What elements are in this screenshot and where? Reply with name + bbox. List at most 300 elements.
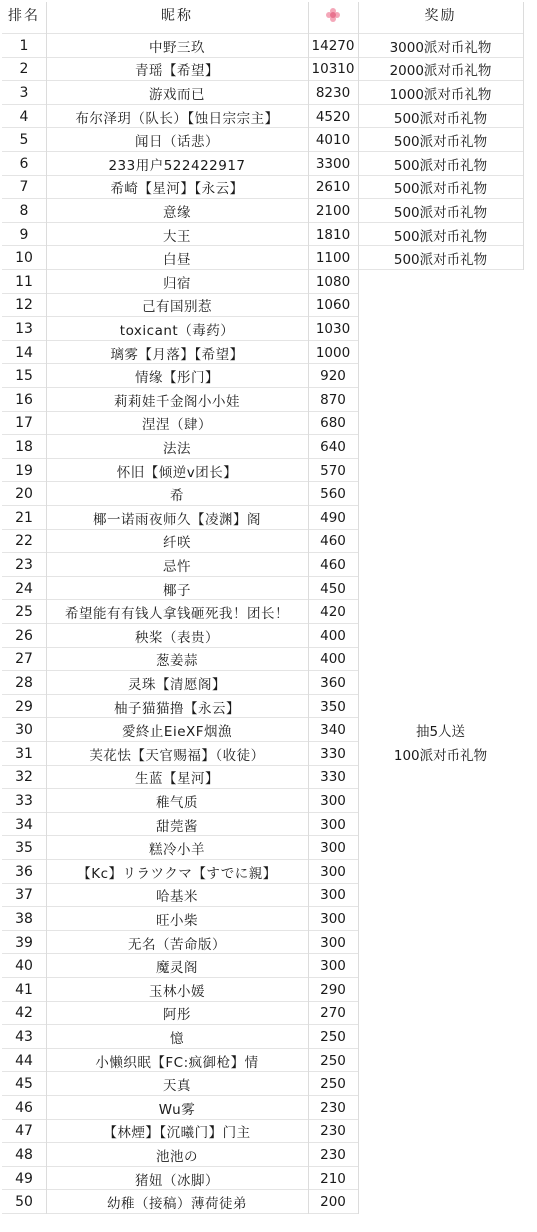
table-row [0, 624, 537, 648]
name-cell: 白昼 [163, 252, 191, 269]
row-divider [2, 198, 523, 199]
score-cell: 300 [320, 934, 346, 951]
column-divider [308, 2, 309, 1214]
row-divider [2, 151, 523, 152]
row-divider [2, 835, 358, 836]
reward-cell [358, 907, 523, 931]
name-cell: 希望能有有钱人拿钱砸死我！团长！ [65, 606, 289, 623]
score-cell: 4520 [315, 108, 351, 125]
table-row [0, 81, 537, 105]
reward-cell [358, 931, 523, 955]
score-cell: 300 [320, 863, 346, 880]
reward-cell: 2000派对币礼物 [389, 63, 492, 80]
score-cell: 230 [320, 1123, 346, 1140]
rank-cell: 41 [15, 981, 33, 998]
score-cell: 330 [320, 745, 346, 762]
score-cell: 1100 [315, 250, 351, 267]
score-cell: 350 [320, 698, 346, 715]
name-cell: 情缘【彤门】 [135, 370, 219, 387]
table-row [0, 860, 537, 884]
score-cell: 250 [320, 1028, 346, 1045]
reward-cell [358, 671, 523, 695]
reward-cell [358, 294, 523, 318]
score-cell: 640 [320, 438, 346, 455]
reward-cell [358, 978, 523, 1002]
rank-cell: 37 [15, 887, 33, 904]
rank-cell: 46 [15, 1099, 33, 1116]
row-divider [2, 788, 358, 789]
column-divider [523, 2, 524, 270]
name-cell: 旺小柴 [156, 912, 198, 929]
name-cell: 希 [170, 488, 184, 505]
rank-cell: 11 [15, 273, 33, 290]
row-divider [2, 1213, 358, 1214]
row-divider [2, 977, 358, 978]
reward-cell [358, 530, 523, 554]
name-cell: 青瑶【希望】 [135, 63, 219, 80]
rank-cell: 24 [15, 580, 33, 597]
name-cell: 玉林小媛 [149, 983, 205, 1000]
reward-cell [358, 1120, 523, 1144]
score-cell: 2610 [315, 179, 351, 196]
score-cell: 10310 [311, 61, 355, 78]
row-divider [2, 883, 358, 884]
table-row [0, 459, 537, 483]
table-row [0, 152, 537, 176]
name-cell: 游戏而已 [149, 86, 205, 103]
rank-cell: 19 [15, 462, 33, 479]
name-cell: 椰子 [163, 582, 191, 599]
table-row [0, 954, 537, 978]
row-divider [2, 245, 523, 246]
rank-cell: 30 [15, 722, 33, 739]
row-divider [2, 1071, 358, 1072]
name-cell: 灵珠【清愿阁】 [128, 676, 226, 693]
reward-cell [358, 766, 523, 790]
name-cell: 忌忤 [163, 558, 191, 575]
reward-cell [358, 1025, 523, 1049]
row-divider [2, 1166, 358, 1167]
rank-cell: 44 [15, 1052, 33, 1069]
name-cell: 阿彤 [163, 1007, 191, 1024]
score-cell: 1030 [315, 320, 351, 337]
reward-cell: 500派对币礼物 [393, 157, 488, 174]
table-row [0, 907, 537, 931]
row-divider [2, 411, 358, 412]
name-cell: toxicant（毒药） [119, 322, 235, 339]
rank-cell: 33 [15, 792, 33, 809]
rank-cell: 1 [19, 37, 29, 54]
rank-cell: 28 [15, 674, 33, 691]
row-divider [2, 175, 523, 176]
name-cell: 怀旧【倾逆v团长】 [116, 464, 238, 481]
score-cell: 250 [320, 1052, 346, 1069]
row-divider [2, 1001, 358, 1002]
reward-cell: 500派对币礼物 [393, 181, 488, 198]
score-cell: 300 [320, 792, 346, 809]
table-row [0, 435, 537, 459]
score-cell: 300 [320, 910, 346, 927]
name-cell: 芙花怯【天官赐福】（收徒） [89, 747, 265, 764]
reward-cell [358, 648, 523, 672]
table-header [0, 2, 537, 28]
table-row [0, 128, 537, 152]
row-divider [2, 293, 358, 294]
row-divider [2, 694, 358, 695]
rank-cell: 50 [15, 1194, 33, 1211]
score-cell: 460 [320, 533, 346, 550]
rank-cell: 43 [15, 1028, 33, 1045]
score-cell: 400 [320, 651, 346, 668]
rank-cell: 31 [15, 745, 33, 762]
header-score [308, 2, 358, 28]
name-cell: 椰一诺雨夜师久【凌渊】阁 [93, 511, 261, 528]
name-cell: 归宿 [163, 275, 191, 292]
row-divider [2, 765, 358, 766]
name-cell: 生蓝【星河】 [135, 771, 219, 788]
name-cell: Wu雾 [158, 1101, 196, 1118]
name-cell: 甜莞酱 [156, 818, 198, 835]
reward-cell: 3000派对币礼物 [389, 39, 492, 56]
reward-cell [358, 1002, 523, 1026]
name-cell: 哈基米 [156, 889, 198, 906]
header-name: 昵称 [161, 8, 193, 24]
rank-cell: 22 [15, 533, 33, 550]
name-cell: 愛終止EieXF烟漁 [121, 724, 233, 741]
name-cell: 233用户522422917 [108, 157, 246, 174]
score-cell: 210 [320, 1170, 346, 1187]
name-cell: 闻日（话悲） [135, 134, 219, 151]
reward-cell [358, 459, 523, 483]
row-divider [2, 481, 358, 482]
score-cell: 300 [320, 840, 346, 857]
name-cell: 希崎【星河】【永云】 [110, 181, 244, 198]
rank-cell: 32 [15, 769, 33, 786]
table-row [0, 1167, 537, 1191]
table-row [0, 270, 537, 294]
table-row [0, 388, 537, 412]
row-divider [2, 576, 358, 577]
rank-cell: 18 [15, 438, 33, 455]
table-row [0, 789, 537, 813]
row-divider [2, 340, 358, 341]
rank-cell: 42 [15, 1005, 33, 1022]
table-row [0, 317, 537, 341]
row-divider [2, 1189, 358, 1190]
table-row [0, 695, 537, 719]
reward-cell: 500派对币礼物 [393, 110, 488, 127]
table-row [0, 1025, 537, 1049]
rank-cell: 7 [19, 179, 29, 196]
table-row [0, 600, 537, 624]
table-row [0, 105, 537, 129]
row-divider [2, 599, 358, 600]
header-rank: 排名 [8, 8, 40, 24]
score-cell: 300 [320, 958, 346, 975]
name-cell: 意缘 [163, 204, 191, 221]
score-cell: 200 [320, 1194, 346, 1211]
reward-cell [358, 553, 523, 577]
table-row [0, 1143, 537, 1167]
score-cell: 2100 [315, 202, 351, 219]
row-divider [2, 717, 358, 718]
table-row [0, 223, 537, 247]
name-cell: 【Kc】リラツクマ【すでに親】 [77, 865, 277, 882]
rank-cell: 2 [19, 61, 29, 78]
reward-cell [358, 388, 523, 412]
row-divider [2, 812, 358, 813]
score-cell: 4010 [315, 132, 351, 149]
score-cell: 450 [320, 580, 346, 597]
reward-cell: 500派对币礼物 [393, 134, 488, 151]
score-cell: 230 [320, 1099, 346, 1116]
row-divider [2, 127, 523, 128]
rank-cell: 21 [15, 509, 33, 526]
name-cell: 无名（苦命版） [128, 936, 226, 953]
rank-cell: 14 [15, 344, 33, 361]
rank-cell: 38 [15, 910, 33, 927]
score-cell: 420 [320, 604, 346, 621]
cherry-blossom-icon [326, 8, 340, 22]
table-row [0, 1002, 537, 1026]
row-divider [2, 859, 358, 860]
rank-cell: 34 [15, 816, 33, 833]
table-row [0, 482, 537, 506]
row-divider [2, 529, 358, 530]
reward-cell [358, 789, 523, 813]
table-row [0, 364, 537, 388]
row-divider [2, 1024, 358, 1025]
table-row [0, 530, 537, 554]
column-divider [46, 2, 47, 1214]
row-divider [2, 222, 523, 223]
name-cell: 秧桨（表贵） [135, 629, 219, 646]
rank-cell: 25 [15, 604, 33, 621]
header-reward: 奖励 [424, 8, 457, 24]
row-divider [2, 269, 523, 270]
rank-cell: 40 [15, 958, 33, 975]
reward-cell [358, 954, 523, 978]
name-cell: 糕冷小羊 [149, 842, 205, 859]
table-row [0, 1072, 537, 1096]
table-row [0, 553, 537, 577]
reward-cell [358, 1072, 523, 1096]
table-row [0, 766, 537, 790]
table-row [0, 176, 537, 200]
rank-cell: 17 [15, 415, 33, 432]
name-cell: 天真 [163, 1078, 191, 1095]
score-cell: 570 [320, 462, 346, 479]
rank-cell: 27 [15, 651, 33, 668]
row-divider [2, 670, 358, 671]
row-divider [2, 953, 358, 954]
row-divider [2, 930, 358, 931]
table-row [0, 1120, 537, 1144]
score-cell: 230 [320, 1146, 346, 1163]
table-row [0, 246, 537, 270]
lottery-line-1: 抽5人送 [415, 724, 466, 741]
name-cell: 葱姜蒜 [156, 653, 198, 670]
table-row [0, 412, 537, 436]
table-row [0, 1049, 537, 1073]
score-cell: 14270 [311, 37, 355, 54]
rank-cell: 47 [15, 1123, 33, 1140]
name-cell: 池池の [156, 1148, 198, 1165]
reward-cell [358, 482, 523, 506]
rank-cell: 13 [15, 320, 33, 337]
row-divider [2, 387, 358, 388]
row-divider [2, 1095, 358, 1096]
reward-cell [358, 624, 523, 648]
rank-cell: 15 [15, 368, 33, 385]
row-divider [2, 1119, 358, 1120]
rank-cell: 39 [15, 934, 33, 951]
row-divider [2, 623, 358, 624]
table-row [0, 931, 537, 955]
row-divider [2, 316, 358, 317]
row-divider [2, 57, 523, 58]
reward-cell [358, 506, 523, 530]
name-cell: 法法 [163, 440, 191, 457]
row-divider [2, 647, 358, 648]
rank-cell: 36 [15, 863, 33, 880]
name-cell: 纤咲 [163, 535, 191, 552]
score-cell: 8230 [315, 84, 351, 101]
rank-cell: 9 [19, 226, 29, 243]
name-cell: 璃雾【月落】【希望】 [110, 346, 244, 363]
score-cell: 300 [320, 887, 346, 904]
rank-cell: 10 [15, 250, 33, 267]
reward-cell [358, 695, 523, 719]
name-cell: 憶 [170, 1030, 184, 1047]
score-cell: 1000 [315, 344, 351, 361]
score-cell: 330 [320, 769, 346, 786]
name-cell: 布尔泽玥（队长）【蚀日宗宗主】 [75, 110, 279, 127]
rank-cell: 16 [15, 391, 33, 408]
reward-cell [358, 884, 523, 908]
lottery-line-2: 100派对币礼物 [393, 748, 488, 765]
row-divider [2, 1048, 358, 1049]
table-row [0, 506, 537, 530]
name-cell: 莉莉娃千金阁小小娃 [114, 393, 240, 410]
row-divider [2, 505, 358, 506]
table-row [0, 978, 537, 1002]
name-cell: 幼稚（接稿）薄荷徒弟 [107, 1196, 247, 1213]
table-row [0, 199, 537, 223]
row-divider [2, 458, 358, 459]
rank-cell: 35 [15, 840, 33, 857]
score-cell: 400 [320, 627, 346, 644]
name-cell: 【林煙】【沉曦门】门主 [103, 1125, 251, 1142]
table-row [0, 577, 537, 601]
reward-cell [358, 364, 523, 388]
row-divider [2, 363, 358, 364]
reward-cell [358, 813, 523, 837]
reward-cell [358, 1190, 523, 1214]
score-cell: 920 [320, 368, 346, 385]
reward-cell [358, 836, 523, 860]
row-divider [2, 1142, 358, 1143]
score-cell: 360 [320, 674, 346, 691]
name-cell: 小懒织眠【FC:疯御枪】情 [95, 1054, 259, 1071]
rank-cell: 49 [15, 1170, 33, 1187]
reward-cell: 500派对币礼物 [393, 204, 488, 221]
table-row [0, 813, 537, 837]
table-row [0, 34, 537, 58]
lottery-note [358, 720, 523, 768]
reward-cell [358, 1049, 523, 1073]
row-divider [2, 104, 523, 105]
table-row [0, 58, 537, 82]
score-cell: 340 [320, 722, 346, 739]
score-cell: 250 [320, 1076, 346, 1093]
reward-cell [358, 600, 523, 624]
reward-cell [358, 1143, 523, 1167]
score-cell: 1810 [315, 226, 351, 243]
rank-cell: 4 [19, 108, 29, 125]
table-row [0, 836, 537, 860]
rank-cell: 3 [19, 84, 29, 101]
table-row [0, 341, 537, 365]
score-cell: 270 [320, 1005, 346, 1022]
table-row [0, 671, 537, 695]
rank-cell: 48 [15, 1146, 33, 1163]
reward-cell [358, 317, 523, 341]
table-row [0, 884, 537, 908]
score-cell: 460 [320, 556, 346, 573]
reward-cell: 500派对币礼物 [393, 228, 488, 245]
rank-cell: 12 [15, 297, 33, 314]
name-cell: 魔灵阁 [156, 960, 198, 977]
rank-cell: 29 [15, 698, 33, 715]
rank-cell: 6 [19, 155, 29, 172]
header-divider [2, 33, 523, 34]
reward-cell [358, 270, 523, 294]
score-cell: 290 [320, 981, 346, 998]
row-divider [2, 80, 523, 81]
rank-cell: 8 [19, 202, 29, 219]
name-cell: 己有国别惹 [142, 299, 212, 316]
table-row [0, 1190, 537, 1214]
table-row [0, 648, 537, 672]
score-cell: 1080 [315, 273, 351, 290]
row-divider [2, 741, 358, 742]
reward-cell: 500派对币礼物 [393, 252, 488, 269]
table-row [0, 294, 537, 318]
rank-cell: 45 [15, 1076, 33, 1093]
reward-cell [358, 412, 523, 436]
score-cell: 560 [320, 486, 346, 503]
score-cell: 300 [320, 816, 346, 833]
score-cell: 490 [320, 509, 346, 526]
name-cell: 稚气质 [156, 794, 198, 811]
rank-cell: 5 [19, 132, 29, 149]
name-cell: 猪妞（冰脚） [135, 1172, 219, 1189]
name-cell: 涅涅（肆） [142, 417, 212, 434]
rank-cell: 26 [15, 627, 33, 644]
reward-cell [358, 577, 523, 601]
score-cell: 3300 [315, 155, 351, 172]
reward-cell [358, 341, 523, 365]
name-cell: 中野三玖 [149, 39, 205, 56]
reward-cell [358, 435, 523, 459]
score-cell: 1060 [315, 297, 351, 314]
rank-cell: 20 [15, 486, 33, 503]
score-cell: 870 [320, 391, 346, 408]
name-cell: 柚子猫猫撸【永云】 [114, 700, 240, 717]
reward-cell [358, 1167, 523, 1191]
table-row [0, 1096, 537, 1120]
